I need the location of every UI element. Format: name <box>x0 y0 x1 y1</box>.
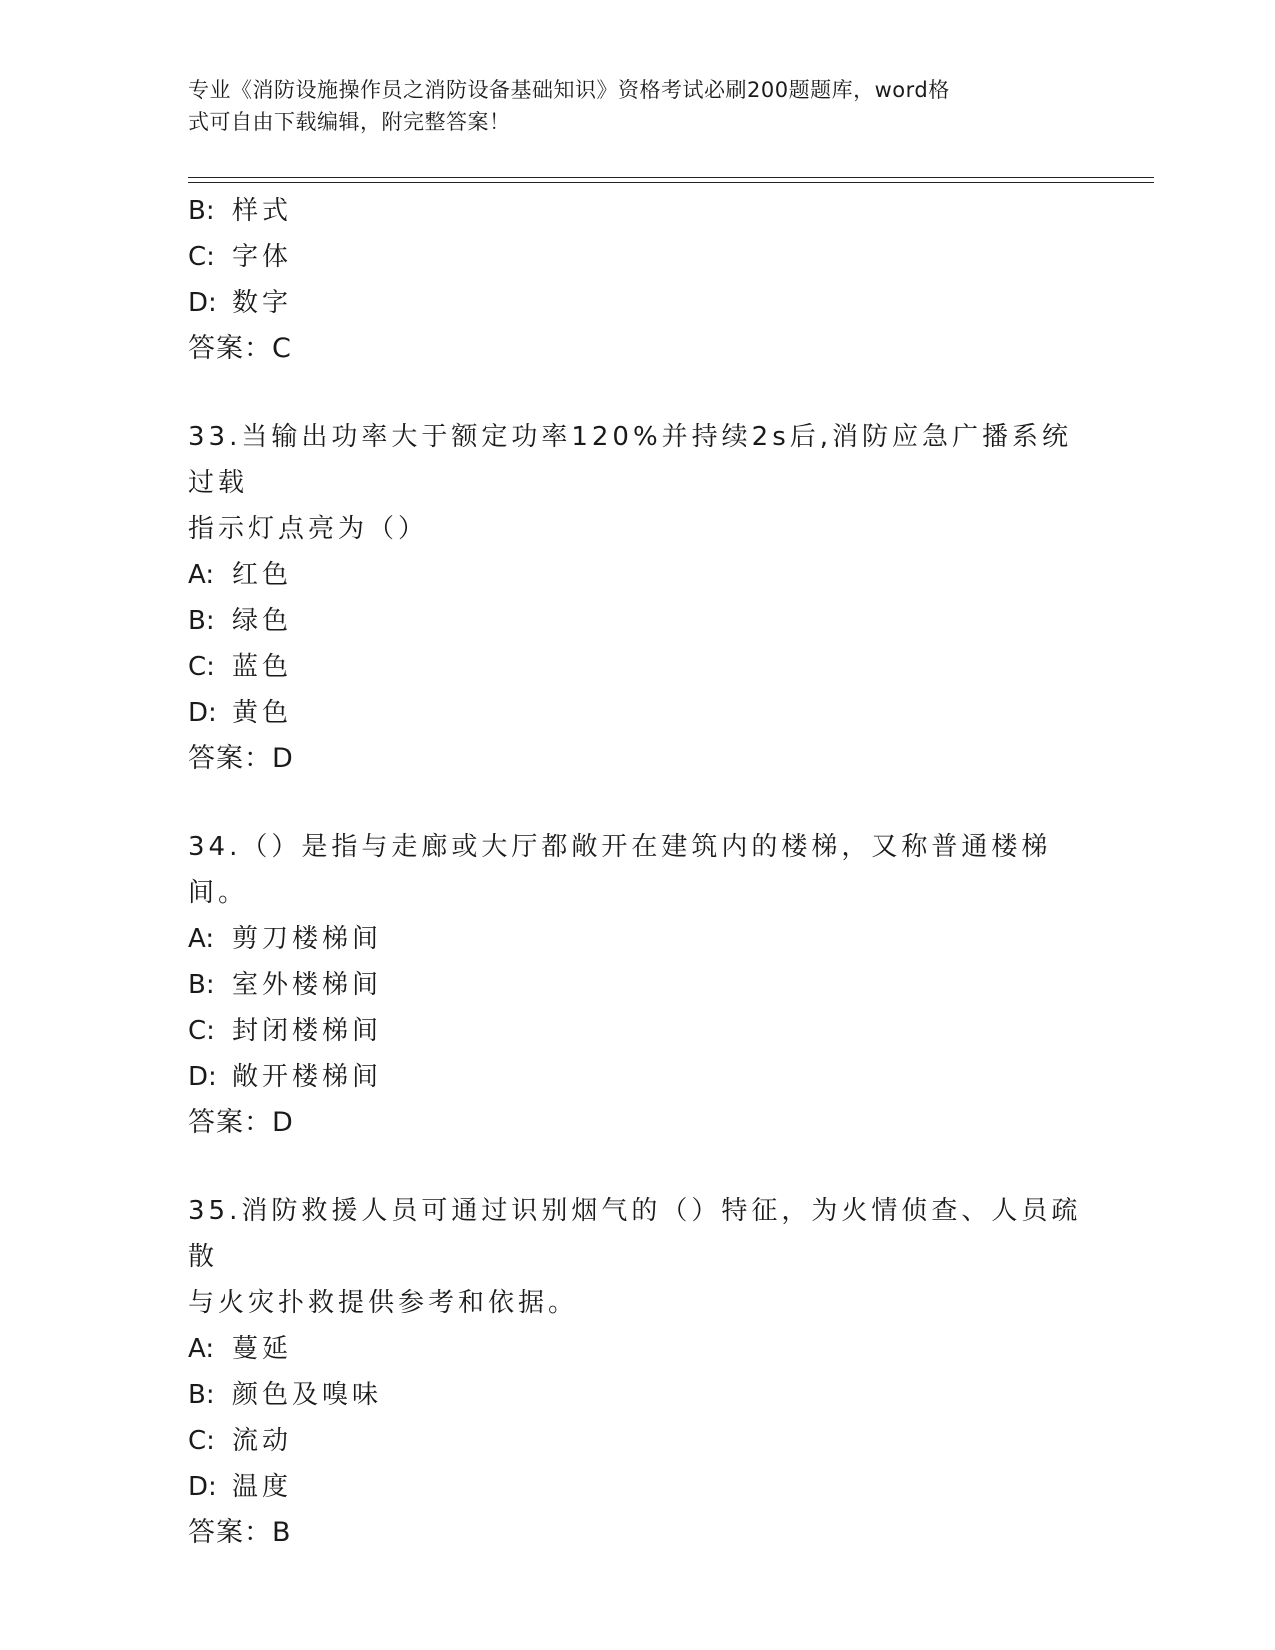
option-d: D: 温度 <box>188 1472 293 1502</box>
option-b: B: 室外楼梯间 <box>188 970 383 1000</box>
option-c: C: 流动 <box>188 1426 293 1456</box>
option-b: B: 绿色 <box>188 606 293 636</box>
answer-line: 答案：C <box>188 333 292 364</box>
option-b: B: 样式 <box>188 196 293 226</box>
option-d: D: 数字 <box>188 288 293 318</box>
question-32-continuation <box>188 188 1088 372</box>
question-title-line-1: 33.当输出功率大于额定功率120%并持续2s后,消防应急广播系统过载 <box>188 422 1073 498</box>
question-title-line-2: 指示灯点亮为（） <box>188 514 429 544</box>
question-title-line-2: 与火灾扑救提供参考和依据。 <box>188 1288 579 1318</box>
option-c: C: 字体 <box>188 242 293 272</box>
option-b: B: 颜色及嗅味 <box>188 1380 383 1410</box>
option-c: C: 封闭楼梯间 <box>188 1016 383 1046</box>
question-35 <box>188 1188 1088 1556</box>
header-divider-top <box>188 177 1154 178</box>
answer-line: 答案：B <box>188 1517 292 1548</box>
answer-line: 答案：D <box>188 1107 294 1138</box>
option-a: A: 剪刀楼梯间 <box>188 924 383 954</box>
option-d: D: 敞开楼梯间 <box>188 1062 383 1092</box>
question-title-line-1: 34.（）是指与走廊或大厅都敞开在建筑内的楼梯，又称普通楼梯间。 <box>188 832 1052 908</box>
option-a: A: 蔓延 <box>188 1334 293 1364</box>
question-33 <box>188 414 1088 782</box>
answer-line: 答案：D <box>188 743 294 774</box>
header-line-2: 式可自由下载编辑，附完整答案！ <box>188 110 511 134</box>
question-title-line-1: 35.消防救援人员可通过识别烟气的（）特征，为火情侦查、人员疏散 <box>188 1196 1082 1272</box>
header-divider-bottom <box>188 182 1154 183</box>
header-line-1: 专业《消防设施操作员之消防设备基础知识》资格考试必刷200题题库，word格 <box>188 78 950 102</box>
document-header <box>188 74 1088 138</box>
question-34 <box>188 824 1088 1146</box>
document-body <box>188 188 1088 1556</box>
option-a: A: 红色 <box>188 560 293 590</box>
option-d: D: 黄色 <box>188 698 293 728</box>
option-c: C: 蓝色 <box>188 652 293 682</box>
